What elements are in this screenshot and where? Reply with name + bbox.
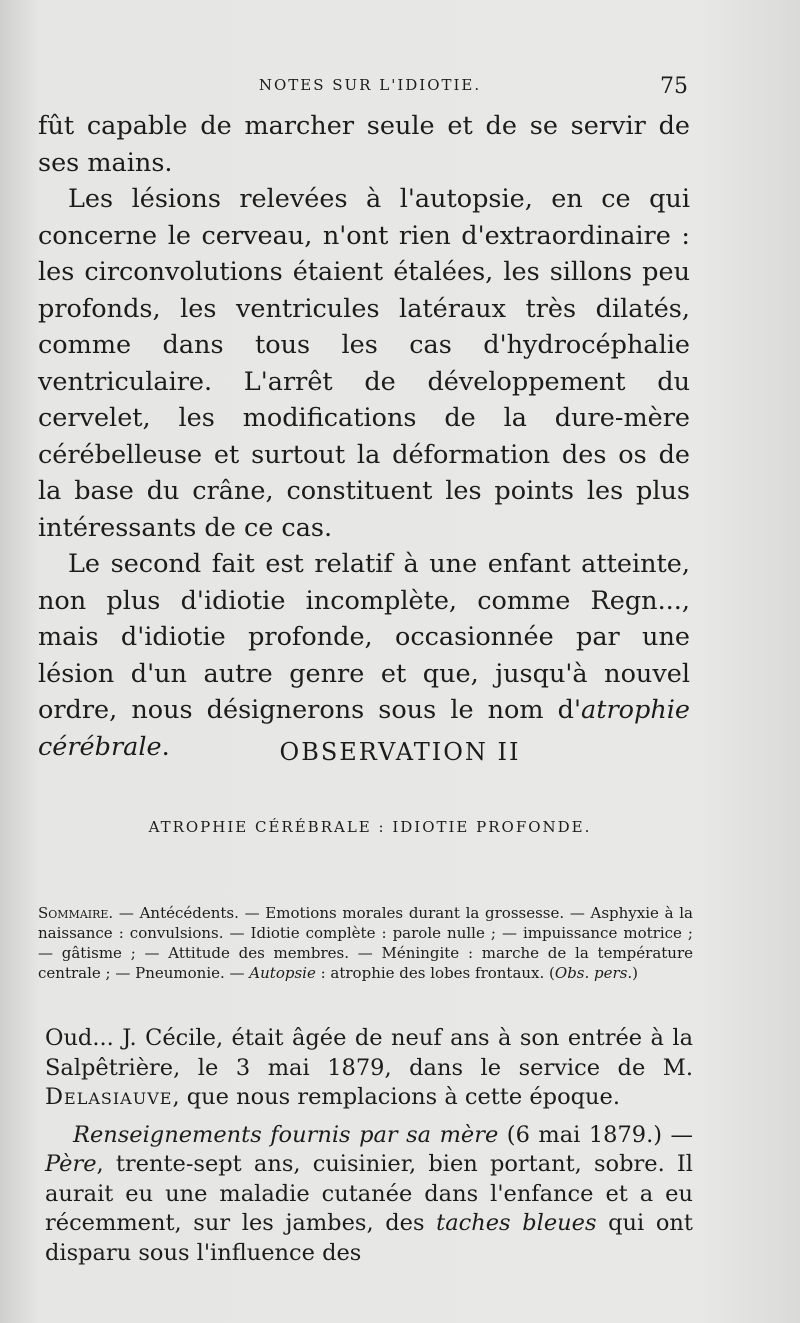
- body-text: [38, 108, 690, 765]
- running-title: NOTES SUR L'IDIOTIE.: [258, 76, 482, 94]
- paragraph-1: fût capable de marcher seule et de se servir de ses mains.: [38, 111, 690, 178]
- summary-autopsie: Autopsie: [249, 964, 316, 982]
- paragraph-3-end: .: [161, 731, 170, 762]
- summary-label: Sommaire.: [38, 904, 114, 922]
- summary-block: [38, 903, 693, 983]
- renseignements-heading: Renseignements fournis par sa mère: [73, 1121, 499, 1148]
- paragraph-3: [38, 546, 690, 765]
- summary-text-b: : atrophie des lobes frontaux. (: [315, 964, 555, 982]
- obs-p1-b: , que nous remplacions à cette époque.: [172, 1084, 620, 1110]
- obs-p2-b: , trente-sept ans, cuisinier, bien portant, sobre. Il aurait eu une maladie cutanée dans l'enfance et a eu récemment, sur les jambes, des: [45, 1151, 693, 1236]
- pere-label: Père: [45, 1151, 97, 1177]
- summary-text-a: — Antécédents. — Emotions morales durant la grossesse. — Asphyxie à la naissance : convulsions. — Idiotie complète : parole nulle ; — impuissance motrice ; — gâtisme ; — Attitude des membres. — Méningite : marche de la température centrale ; — Pneumonie. —: [38, 904, 693, 982]
- summary-text-c: ): [632, 964, 639, 982]
- page-number: 75: [660, 74, 688, 99]
- observation-paragraph-2: [45, 1121, 693, 1269]
- atrophie-cerebrale-term: atrophie cérébrale: [38, 695, 690, 762]
- observation-subtitle: ATROPHIE CÉRÉBRALE : IDIOTIE PROFONDE.: [148, 818, 592, 836]
- obs-p1-a: Oud... J. Cécile, était âgée de neuf ans à son entrée à la Salpêtrière, le 3 mai 1879, dans le service de M.: [45, 1025, 693, 1081]
- delasiauve-name: Delasiauve: [45, 1084, 173, 1110]
- paragraph-3-text: Le second fait est relatif à une enfant atteinte, non plus d'idiotie incomplète, comme Regn..., mais d'idiotie profonde, occasionnée par une lésion d'un autre genre et que, jusqu'à nouvel ordre, nous désignerons sous le nom d': [38, 549, 690, 725]
- obs-p2-a: (6 mai 1879.) —: [498, 1121, 693, 1148]
- summary-obs-ref: Obs. pers.: [554, 964, 633, 982]
- observation-text: [45, 1024, 693, 1268]
- observation-paragraph-1: [45, 1024, 693, 1113]
- paragraph-2: Les lésions relevées à l'autopsie, en ce qui concerne le cerveau, n'ont rien d'extraordinaire : les circonvolutions étaient étalées, les sillons peu profonds, les ventricules latéraux très dilatés, comme dans tous les cas d'hydrocéphalie ventriculaire. L'arrêt de développement du cervelet, les modifications de la dure-mère cérébelleuse et surtout la déformation des os de la base du crâne, constituent les points les plus intéressants de ce cas.: [38, 184, 690, 543]
- obs-p2-c: qui ont disparu sous l'influence des: [45, 1210, 693, 1266]
- taches-bleues-term: taches bleues: [436, 1210, 597, 1236]
- observation-title: OBSERVATION II: [279, 738, 521, 766]
- page-header: [40, 74, 700, 104]
